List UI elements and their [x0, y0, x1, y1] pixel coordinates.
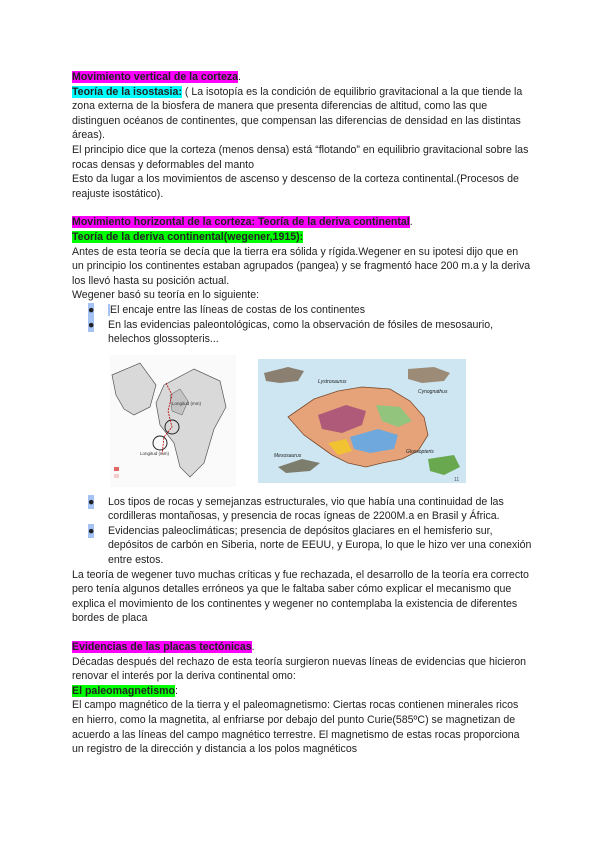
heading-period: .: [409, 216, 413, 229]
bullet-icon: ●: [88, 524, 95, 537]
map2-label: Cynognathus: [418, 388, 448, 395]
evidence-list: [72, 303, 532, 347]
map2-label: Mesosaurus: [274, 452, 302, 459]
bullet-text: Evidencias paleoclimáticas; presencia de depósitos glaciares en el hemisferio sur, depósitos de carbón en Siberia, norte de EEUU, y Europa, lo que le hizo ver una conexión entre estos.: [108, 524, 532, 567]
section3-heading-line: [72, 640, 532, 655]
section2-subheading-line: [72, 230, 532, 245]
list-item: [72, 303, 532, 318]
lugar-paragraph: Esto da lugar a los movimientos de ascenso y descenso de la corteza continental.(Procesos de reajuste isostático).: [72, 173, 519, 200]
pangea-fossil-map: [258, 359, 466, 483]
principio-paragraph: El principio dice que la corteza (menos densa) está “flotando” en equilibrio gravitacional sobre las rocas densas y deformables del manto: [72, 143, 529, 171]
section3-intro: Décadas después del rechazo de esta teoría surgieron nuevas líneas de evidencias que hicieron renovar el interés por la deriva continental omo:: [72, 655, 527, 683]
bullet-icon: ●: [88, 318, 95, 331]
bullet-text: El encaje entre las líneas de costas de los continentes: [110, 303, 365, 316]
paleo-heading-line: [72, 684, 532, 699]
document-page: [72, 70, 532, 757]
heading-period: .: [238, 71, 241, 83]
section1-heading-line: [72, 70, 532, 85]
map1-label: Longitud (mm): [172, 400, 202, 406]
deriva-conclusion: La teoría de wegener tuvo muchas críticas y fue rechazada, el desarrollo de la teoría era correcto pero tenía algunos detalles erróneos ya que le faltaba saber cómo explicar el mecanismo que explica el movimiento de los continentes y wegener no contemplaba la existencia de diferentes bordes de placa: [72, 568, 529, 625]
bullet-icon: ●: [88, 495, 95, 508]
heading-colon: :: [175, 684, 178, 697]
section1-heading: Movimiento vertical de la corteza: [72, 71, 239, 83]
bullet-text: Los tipos de rocas y semejanzas estructurales, vio que había una continuidad de las cordilleras montañosas, y presencia de rocas ígneas de 2200M.a en Brasil y África.: [108, 495, 504, 523]
map2-label: Glossopteris: [406, 448, 434, 455]
section2-heading-line: [72, 215, 532, 230]
isostasia-label: Teoría de la isostasia:: [72, 85, 182, 98]
isostasia-text: ( La isotopía es la condición de equilibrio gravitacional a la que tiende la zona externa de la biosfera de manera que presenta diferencias de altitud, como las que distinguen océanos de continentes, que compensan las diferencias de densidad en las distintas áreas).: [72, 85, 523, 142]
deriva-basis: Wegener basó su teoría en lo siguiente:: [72, 289, 260, 302]
bullet-text: En las evidencias paleontológicas, como la observación de fósiles de mesosaurio, helechos glossopteris...: [108, 318, 494, 346]
list-item: [72, 318, 532, 347]
list-item: [72, 495, 532, 524]
paleo-paragraph: El campo magnético de la tierra y el paleomagnetismo: Ciertas rocas contienen minerales ricos en hierro, como la magnetita, al enfriarse por debajo del punto Curie(585ºC) se magnetizan de acuerdo a las líneas del campo magnético terrestre. El magnetismo de estas rocas proporciona un registro de la dirección y distancia a los polos magnéticos: [72, 699, 520, 756]
section3-heading: Evidencias de las placas tectónicas: [72, 641, 252, 654]
list-item: [72, 524, 532, 568]
evidence-list-continued: [72, 495, 532, 568]
continent-fit-map: [110, 355, 236, 487]
section2-subheading: Teoría de la deriva continental(wegener,1915):: [72, 230, 304, 243]
isostasia-paragraph: [72, 85, 532, 143]
bullet-icon: ●: [88, 303, 95, 316]
map2-label: Lystrosaurus: [318, 378, 347, 385]
map1-label: Longitud (mm): [140, 450, 170, 456]
deriva-intro: Antes de esta teoría se decía que la tierra era sólida y rígida.Wegener en su ipotesi dijo que en un principio los continentes estaban agrupados (pangea) y se fragmentó hace 200 m.a y la deriva los llevó hasta su posición actual.: [72, 245, 531, 287]
paleo-heading: El paleomagnetismo: [72, 684, 176, 697]
figures-row: [72, 353, 532, 489]
section2-heading: Movimiento horizontal de la corteza: Teoría de la deriva continental: [72, 216, 410, 229]
heading-period: .: [251, 641, 255, 654]
figure-page-number: 11: [454, 476, 460, 483]
